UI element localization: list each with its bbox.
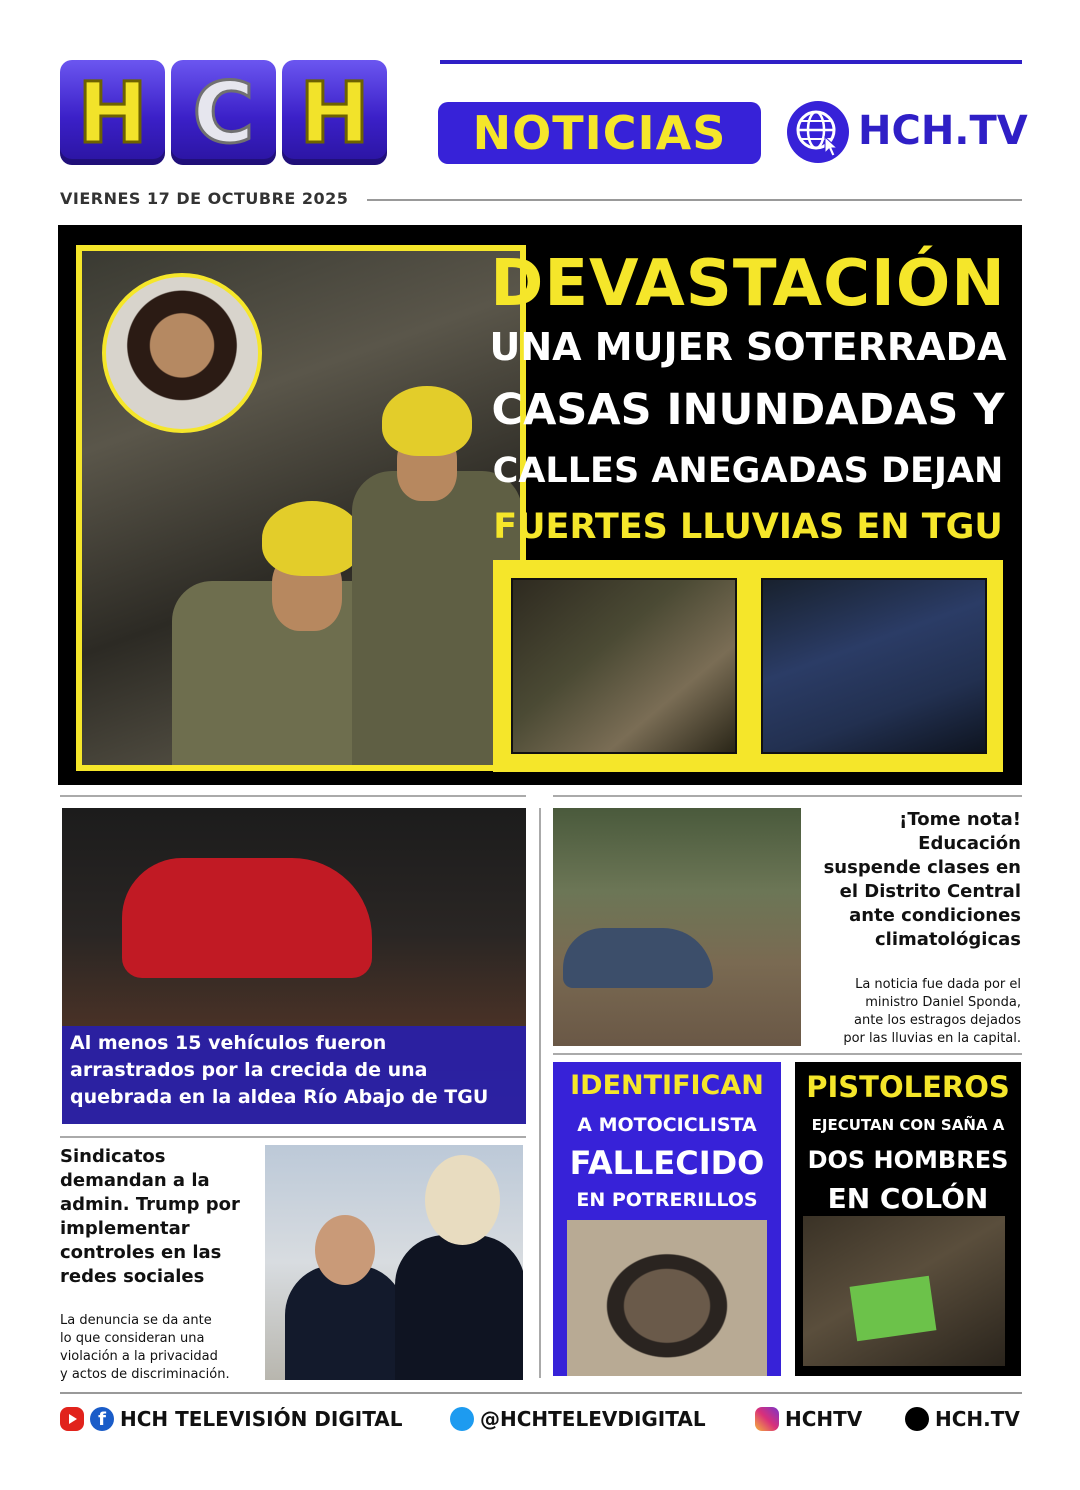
motorcyclist-story[interactable]: IDENTIFICAN A MOTOCICLISTA FALLECIDO EN POTRERILLOS — [553, 1062, 781, 1376]
logo-letter-h2: H — [282, 60, 387, 165]
damaged-truck-photo — [761, 578, 987, 754]
site-link[interactable]: HCH.TV — [858, 108, 1028, 154]
section-badge: NOTICIAS — [438, 102, 761, 164]
footer-youtube-facebook[interactable]: f HCH TELEVISIÓN DIGITAL — [60, 1407, 403, 1431]
issue-date: VIERNES 17 DE OCTUBRE 2025 — [60, 189, 349, 208]
social-footer — [60, 1407, 1022, 1437]
victim-portrait — [102, 273, 262, 433]
vehicles-caption[interactable]: Al menos 15 vehículos fueron arrastrados por la crecida de una quebrada en la aldea Río Abajo de TGU — [62, 1026, 526, 1124]
facebook-icon: f — [90, 1407, 114, 1431]
section-rule-mid-left — [60, 1136, 526, 1138]
instagram-icon — [755, 1407, 779, 1431]
main-subhead-2: CASAS INUNDADAS Y — [491, 385, 1005, 435]
unions-summary: La denuncia se da ante lo que consideran una violación a la privacidad y actos de discriminación. — [60, 1313, 230, 1382]
section-rule-left — [60, 795, 526, 797]
header-rule — [440, 60, 1022, 64]
main-subhead-3: CALLES ANEGADAS DEJAN — [492, 451, 1004, 491]
landslide-photo — [511, 578, 737, 754]
education-headline[interactable]: ¡Tome nota! Educación suspende clases en el Distrito Central ante condiciones climatológicas — [823, 809, 1021, 950]
education-summary: La noticia fue dada por el ministro Daniel Sponda, ante los estragos dejados por las lluvias en la capital. — [843, 977, 1021, 1046]
column-divider — [539, 808, 541, 1378]
crime-scene-photo — [803, 1216, 1005, 1366]
tiktok-icon — [905, 1407, 929, 1431]
footer-tiktok[interactable]: HCH.TV — [905, 1407, 1020, 1431]
logo-letter-c: C — [171, 60, 276, 165]
main-story[interactable] — [58, 225, 1022, 785]
unions-headline[interactable]: Sindicatos demandan a la admin. Trump por implementar controles en las redes sociales — [60, 1146, 240, 1287]
main-subhead-1: UNA MUJER SOTERRADA — [489, 325, 1007, 369]
logo-letter-h1: H — [60, 60, 165, 165]
hch-logo — [60, 60, 387, 165]
footer-instagram[interactable]: HCHTV — [755, 1407, 862, 1431]
motorcyclist-photo — [567, 1220, 767, 1376]
footer-rule — [60, 1392, 1022, 1394]
gunmen-story[interactable]: PISTOLEROS EJECUTAN CON SAÑA A DOS HOMBRES EN COLÓN — [795, 1062, 1021, 1376]
date-rule — [367, 199, 1022, 201]
photo-strip — [493, 560, 1003, 772]
footer-twitter[interactable]: @HCHTELEVDIGITAL — [450, 1407, 706, 1431]
main-subhead-4: FUERTES LLUVIAS EN TGU — [493, 507, 1003, 547]
twitter-icon — [450, 1407, 474, 1431]
globe-cursor-icon[interactable] — [787, 101, 849, 163]
youtube-icon — [60, 1407, 84, 1431]
main-headline: DEVASTACIÓN — [490, 247, 1006, 321]
flood-street-photo[interactable] — [553, 808, 801, 1046]
rescue-photo — [76, 245, 526, 771]
politicians-photo[interactable] — [265, 1145, 523, 1380]
section-rule-right — [553, 795, 1022, 797]
section-rule-mid-right — [553, 1053, 1022, 1055]
